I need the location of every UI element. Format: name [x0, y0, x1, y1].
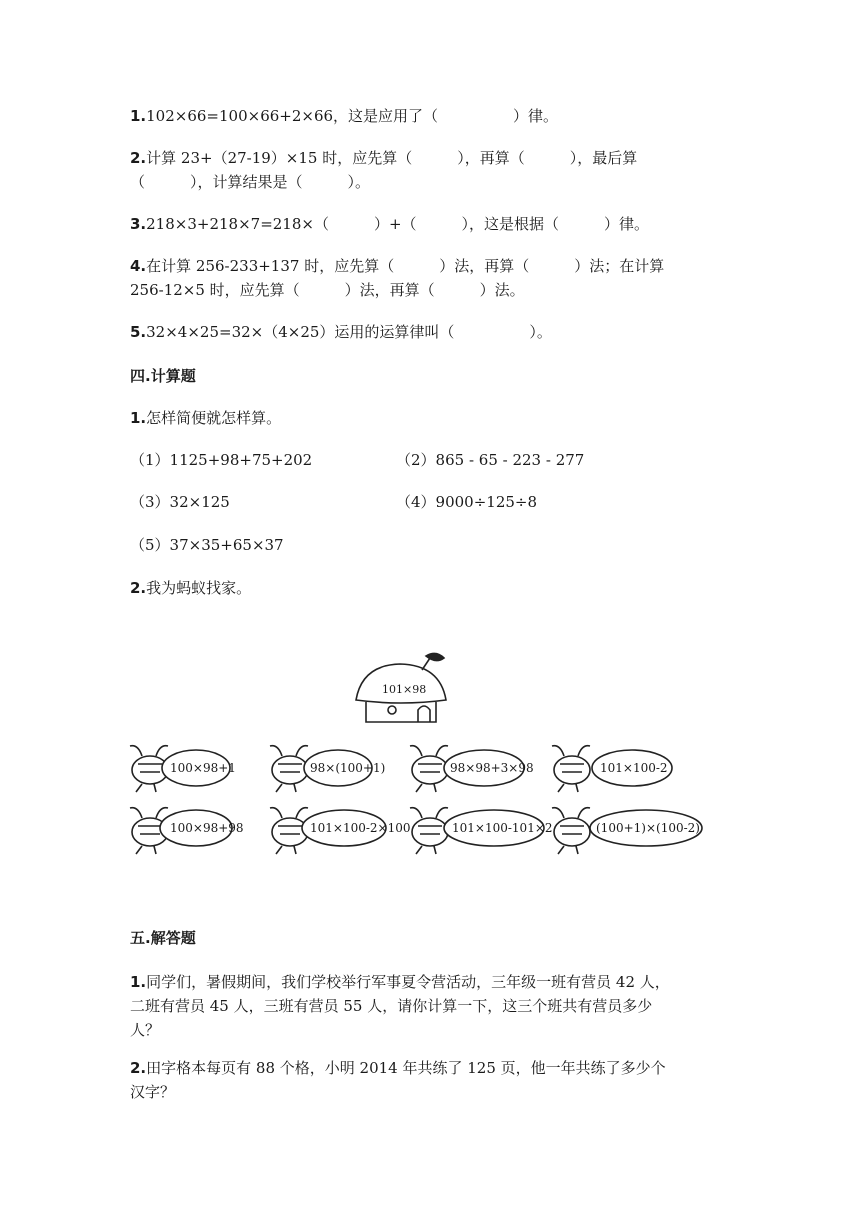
- ant-label: (100+1)×(100-2): [596, 821, 700, 835]
- ant-4: [552, 746, 672, 792]
- ant-1: [130, 746, 236, 792]
- question-text: 人？: [130, 1021, 161, 1039]
- calc-item-3: （3）32×125: [130, 493, 230, 511]
- ant-label: 101×100-2×100: [310, 821, 411, 835]
- mushroom-house: [356, 653, 446, 722]
- question-text: 二班有营员 45 人，三班有营员 55 人，请你计算一下，这三个班共有营员多少: [130, 997, 653, 1015]
- question-number: 2.: [130, 579, 147, 597]
- calc-item-5: （5）37×35+65×37: [130, 536, 284, 554]
- calc-item-4: （4）9000÷125÷8: [396, 493, 538, 511]
- ant-2: [270, 746, 385, 792]
- calc-q1: [130, 408, 281, 428]
- ant-label: 101×100-101×2: [452, 821, 553, 835]
- ant-label: 98×(100+1): [310, 761, 386, 775]
- question-text: （ ），计算结果是（ ）。: [130, 173, 371, 191]
- ant-5: [130, 808, 244, 854]
- question-text: 怎样简便就怎样算。: [146, 409, 282, 427]
- ant-label: 98×98+3×98: [450, 761, 534, 775]
- question-text: 田字格本每页有 88 个格，小明 2014 年共练了 125 页，他一年共练了多少个: [146, 1059, 666, 1077]
- question-number: 4.: [130, 257, 147, 275]
- ant-label: 100×98+1: [170, 761, 236, 775]
- question-text: 汉字？: [130, 1083, 176, 1101]
- ant-label: 100×98+98: [170, 821, 244, 835]
- question-text: 102×66=100×66+2×66，这是应用了（ ）律。: [146, 107, 559, 125]
- calc-item-2: （2）865 - 65 - 223 - 277: [396, 451, 585, 469]
- ant-label: 101×100-2: [600, 761, 668, 775]
- question-number: 2.: [130, 1059, 147, 1077]
- question-number: 1.: [130, 973, 147, 991]
- ant-house-figure: [0, 650, 860, 880]
- question-number: 3.: [130, 215, 147, 233]
- ant-8: [552, 808, 702, 854]
- ant-3: [410, 746, 534, 792]
- question-text: 218×3+218×7=218×（ ）+（ ），这是根据（ ）律。: [146, 215, 650, 233]
- section-title-word-problems: 五.解答题: [130, 929, 196, 947]
- question-text: 同学们，暑假期间，我们学校举行军事夏令营活动，三年级一班有营员 42 人，: [146, 973, 670, 991]
- ant-6: [270, 808, 411, 854]
- question-text: 32×4×25=32×（4×25）运用的运算律叫（ ）。: [146, 323, 552, 341]
- question-number: 1.: [130, 107, 147, 125]
- question-text: 我为蚂蚁找家。: [146, 579, 252, 597]
- house-label: 101×98: [382, 683, 427, 696]
- question-text: 256-12×5 时，应先算（ ）法，再算（ ）法。: [130, 281, 525, 299]
- question-text: 计算 23+（27-19）×15 时，应先算（ ），再算（ ），最后算: [146, 149, 638, 167]
- calc-q2: [130, 578, 251, 598]
- question-text: 在计算 256-233+137 时，应先算（ ）法，再算（ ）法；在计算: [146, 257, 665, 275]
- section-title-calculation: 四.计算题: [130, 367, 196, 385]
- question-number: 2.: [130, 149, 147, 167]
- ant-7: [410, 808, 553, 854]
- question-number: 1.: [130, 409, 147, 427]
- question-number: 5.: [130, 323, 147, 341]
- calc-item-1: （1）1125+98+75+202: [130, 451, 313, 469]
